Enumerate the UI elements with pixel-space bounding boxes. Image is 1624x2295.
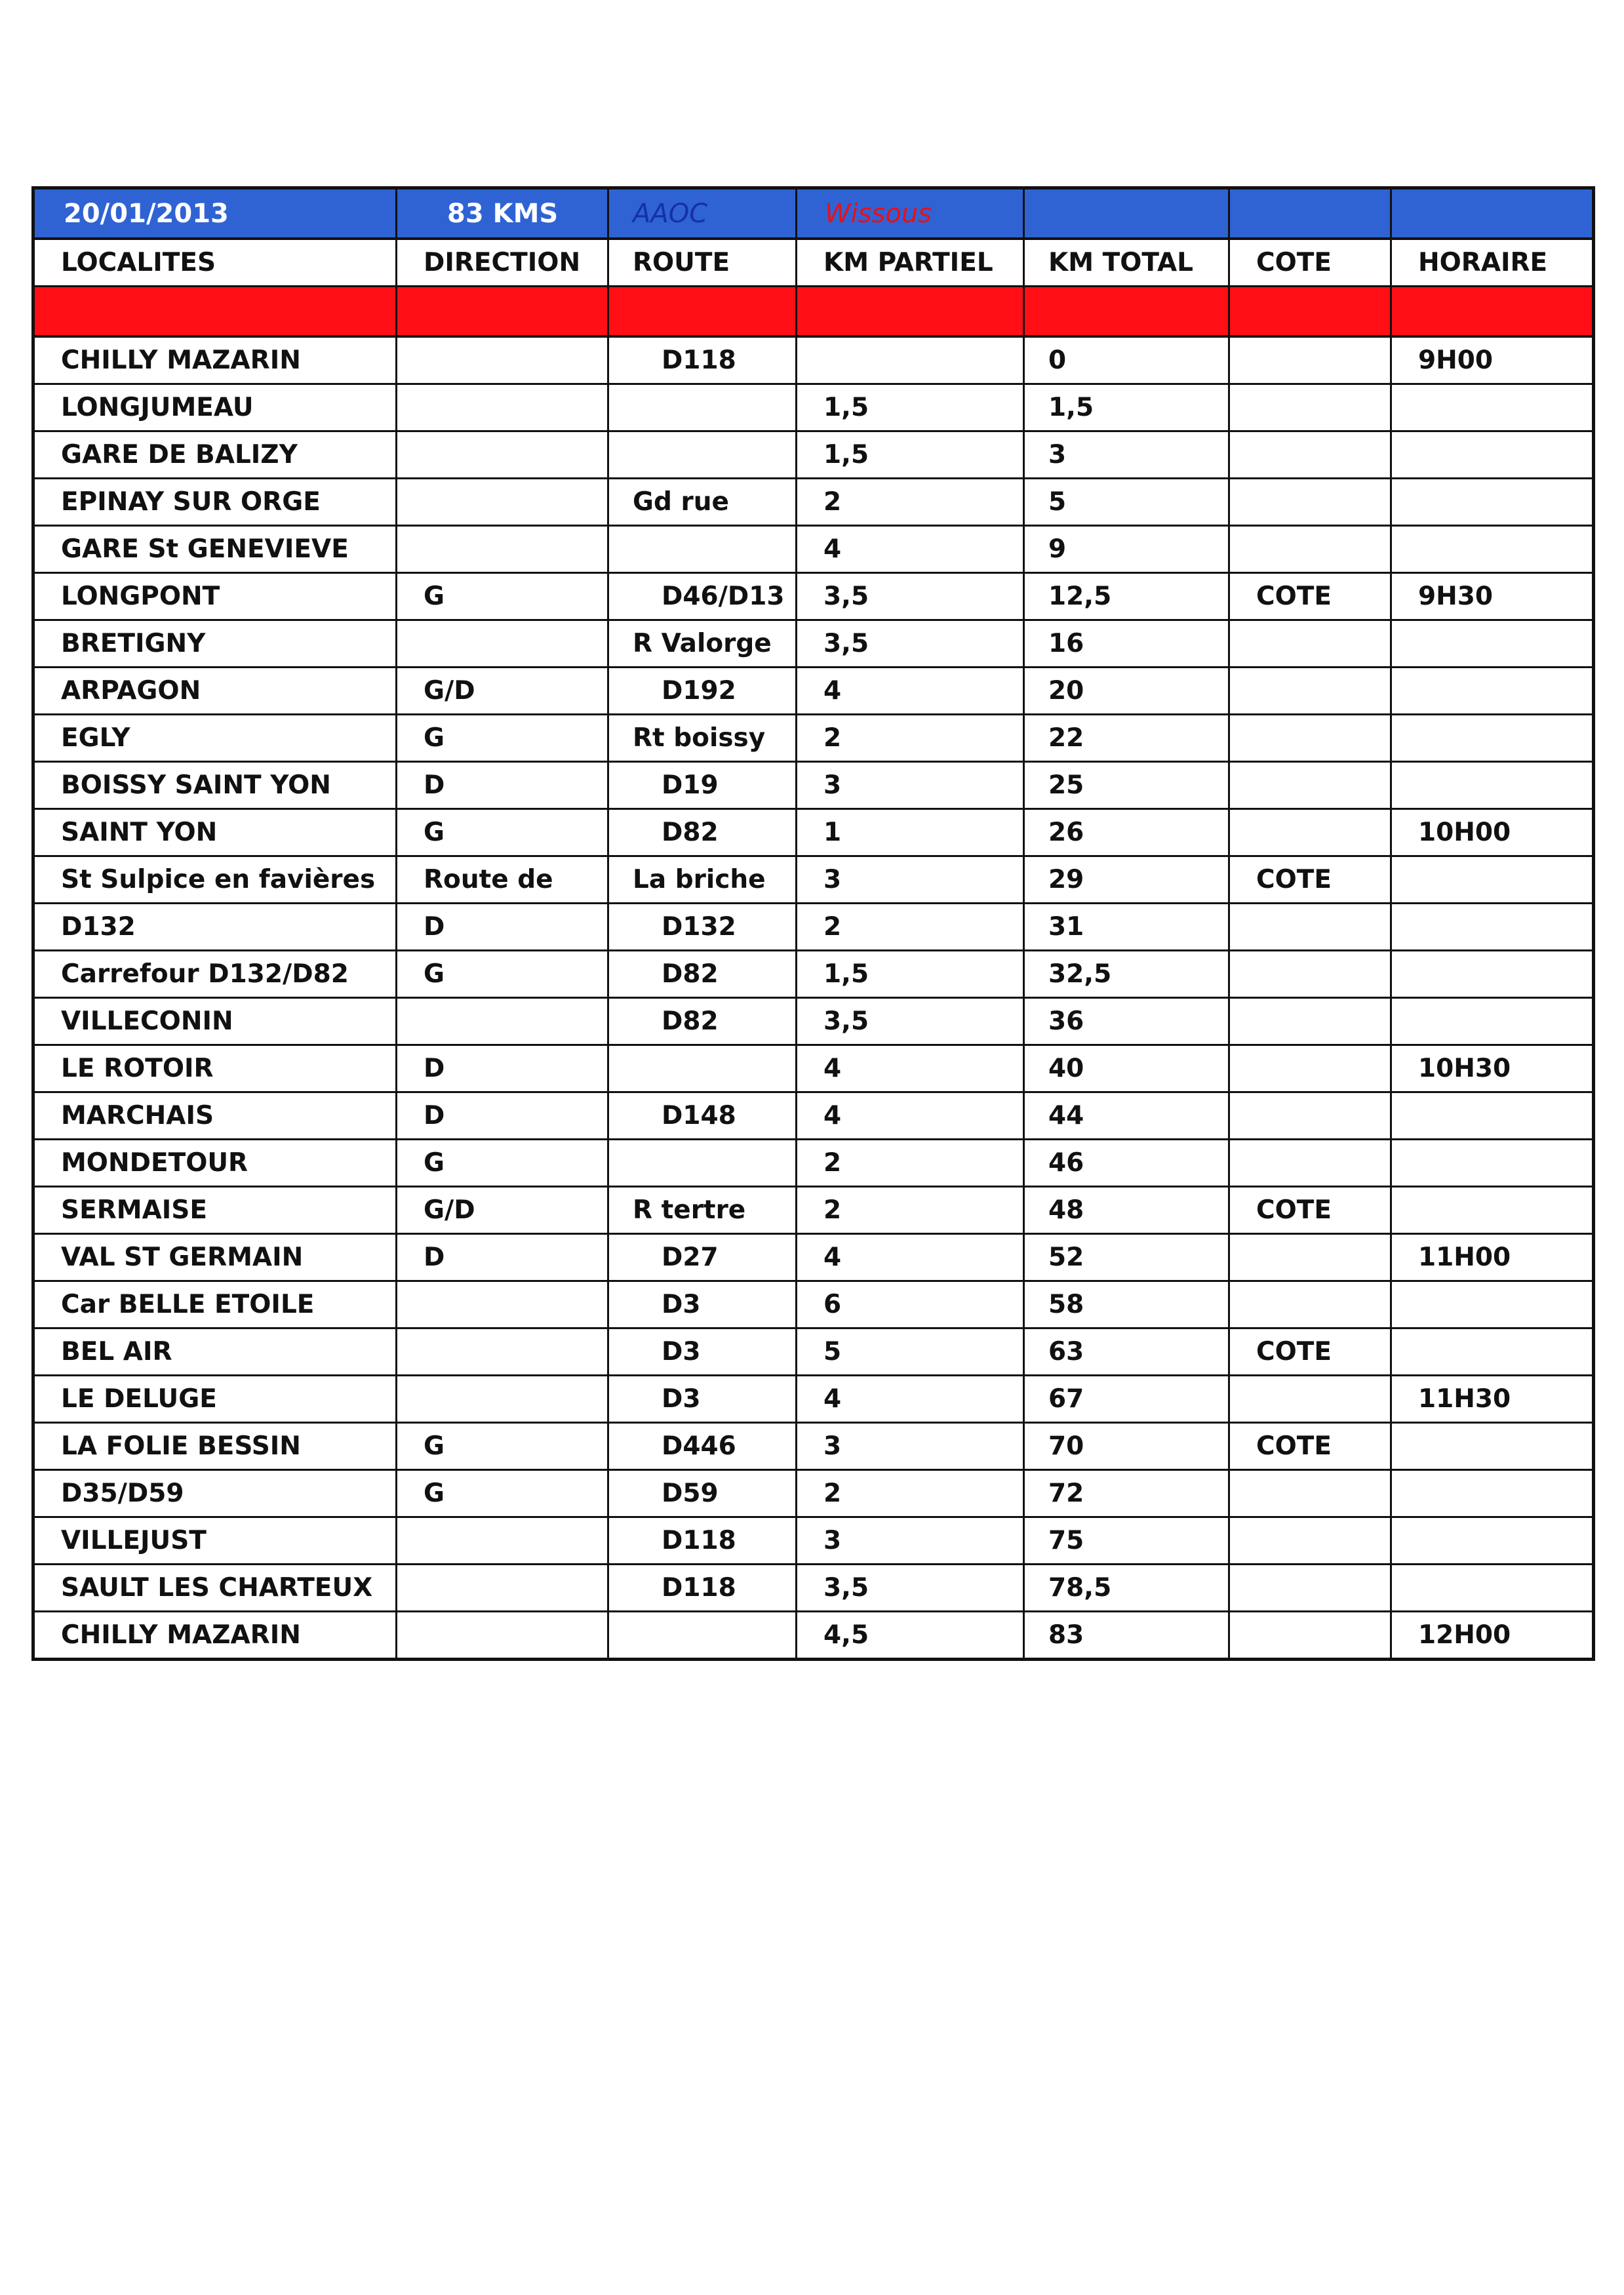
cell-localite: LONGJUMEAU [33,384,397,431]
cell-horaire [1391,904,1594,951]
cell-direction [397,431,608,479]
cell-route: Gd rue [608,479,797,526]
cell-direction: G/D [397,668,608,715]
cell-route: D82 [608,809,797,856]
cell-km-partiel: 3 [797,762,1024,809]
cell-km-total: 67 [1024,1376,1229,1423]
cell-horaire: 11H00 [1391,1234,1594,1281]
table-row [33,668,1594,715]
cell-km-partiel: 1,5 [797,431,1024,479]
cell-km-partiel: 4 [797,1376,1024,1423]
table-row [33,526,1594,573]
cell-route [608,526,797,573]
cell-km-partiel: 4 [797,1045,1024,1092]
cell-localite: D35/D59 [33,1470,397,1517]
cell-km-partiel: 2 [797,904,1024,951]
cell-direction [397,1281,608,1328]
cell-direction [397,1376,608,1423]
cell-km-partiel: 4 [797,1092,1024,1140]
cell-horaire [1391,668,1594,715]
cell-direction [397,620,608,668]
cell-localite: SAULT LES CHARTEUX [33,1565,397,1612]
cell-cote [1229,715,1391,762]
cell-cote [1229,479,1391,526]
cell-route: D148 [608,1092,797,1140]
red-band-cell [1391,287,1594,337]
cell-cote [1229,1517,1391,1565]
table-row [33,904,1594,951]
cell-km-partiel: 3 [797,1423,1024,1470]
cell-localite: VAL ST GERMAIN [33,1234,397,1281]
cell-route: D132 [608,904,797,951]
cell-km-total: 46 [1024,1140,1229,1187]
cell-horaire [1391,998,1594,1045]
cell-route: D46/D13 [608,573,797,620]
cell-localite: D132 [33,904,397,951]
cell-km-total: 1,5 [1024,384,1229,431]
cell-localite: GARE St GENEVIEVE [33,526,397,573]
table-row [33,1565,1594,1612]
table-row [33,1234,1594,1281]
table-row [33,1423,1594,1470]
cell-km-partiel: 3,5 [797,1565,1024,1612]
cell-localite: Carrefour D132/D82 [33,951,397,998]
cell-cote: COTE [1229,1187,1391,1234]
table-row [33,1045,1594,1092]
cell-route [608,1140,797,1187]
cell-direction [397,1328,608,1376]
cell-horaire [1391,526,1594,573]
cell-km-total: 29 [1024,856,1229,904]
cell-km-total: 36 [1024,998,1229,1045]
cell-localite: LA FOLIE BESSIN [33,1423,397,1470]
route-table [31,186,1595,1661]
cell-km-total: 16 [1024,620,1229,668]
cell-direction: G [397,1423,608,1470]
cell-cote [1229,336,1391,384]
cell-km-total: 48 [1024,1187,1229,1234]
cell-km-total: 75 [1024,1517,1229,1565]
cell-route: D3 [608,1281,797,1328]
cell-direction [397,1612,608,1660]
cell-cote: COTE [1229,573,1391,620]
cell-km-total: 72 [1024,1470,1229,1517]
table-row [33,715,1594,762]
cell-horaire [1391,856,1594,904]
cell-horaire [1391,1140,1594,1187]
cell-cote [1229,1470,1391,1517]
cell-cote [1229,904,1391,951]
cell-horaire [1391,1187,1594,1234]
cell-horaire [1391,1423,1594,1470]
cell-km-partiel: 2 [797,715,1024,762]
cell-direction [397,998,608,1045]
cell-cote [1229,762,1391,809]
table-row [33,620,1594,668]
cell-route: D118 [608,336,797,384]
cell-km-partiel: 4 [797,1234,1024,1281]
cell-cote [1229,431,1391,479]
cell-localite: CHILLY MAZARIN [33,336,397,384]
cell-horaire [1391,620,1594,668]
cell-km-partiel: 3 [797,856,1024,904]
cell-route: La briche [608,856,797,904]
cell-horaire [1391,951,1594,998]
cell-direction [397,479,608,526]
cell-localite: Car BELLE ETOILE [33,1281,397,1328]
cell-direction [397,336,608,384]
banner-empty-cell [1391,188,1594,239]
cell-km-total: 32,5 [1024,951,1229,998]
table-row [33,1328,1594,1376]
column-header-localites: LOCALITES [33,239,397,287]
cell-horaire [1391,431,1594,479]
cell-localite: GARE DE BALIZY [33,431,397,479]
cell-cote [1229,1565,1391,1612]
table-row [33,809,1594,856]
cell-cote [1229,526,1391,573]
red-band-cell [1024,287,1229,337]
cell-cote [1229,1140,1391,1187]
table-row [33,1281,1594,1328]
red-band-cell [797,287,1024,337]
column-header-horaire: HORAIRE [1391,239,1594,287]
cell-cote: COTE [1229,1423,1391,1470]
cell-km-partiel: 4,5 [797,1612,1024,1660]
cell-cote [1229,620,1391,668]
cell-km-partiel: 5 [797,1328,1024,1376]
cell-km-partiel: 3,5 [797,998,1024,1045]
cell-km-partiel: 3,5 [797,620,1024,668]
cell-route: D19 [608,762,797,809]
cell-cote [1229,1376,1391,1423]
cell-localite: VILLEJUST [33,1517,397,1565]
cell-direction: D [397,1045,608,1092]
cell-direction: G [397,951,608,998]
table-row [33,384,1594,431]
cell-km-total: 9 [1024,526,1229,573]
cell-route: Rt boissy [608,715,797,762]
cell-km-partiel: 1,5 [797,951,1024,998]
cell-localite: SERMAISE [33,1187,397,1234]
cell-km-partiel: 2 [797,1470,1024,1517]
red-band-cell [1229,287,1391,337]
cell-localite: BOISSY SAINT YON [33,762,397,809]
cell-cote [1229,1234,1391,1281]
cell-route: D82 [608,998,797,1045]
banner-row [33,188,1594,239]
cell-cote [1229,384,1391,431]
cell-km-total: 78,5 [1024,1565,1229,1612]
cell-localite: VILLECONIN [33,998,397,1045]
red-band-cell [33,287,397,337]
cell-localite: St Sulpice en favières [33,856,397,904]
cell-km-partiel: 3 [797,1517,1024,1565]
column-header-direction: DIRECTION [397,239,608,287]
cell-route: D3 [608,1328,797,1376]
cell-km-total: 70 [1024,1423,1229,1470]
cell-horaire [1391,1281,1594,1328]
cell-km-partiel: 1 [797,809,1024,856]
cell-horaire: 11H30 [1391,1376,1594,1423]
cell-direction: D [397,904,608,951]
cell-route: D59 [608,1470,797,1517]
column-header-route: ROUTE [608,239,797,287]
cell-km-total: 26 [1024,809,1229,856]
cell-km-partiel: 4 [797,668,1024,715]
cell-cote [1229,668,1391,715]
cell-cote [1229,1612,1391,1660]
cell-localite: LE DELUGE [33,1376,397,1423]
cell-km-total: 83 [1024,1612,1229,1660]
red-band-cell [608,287,797,337]
cell-localite: MARCHAIS [33,1092,397,1140]
table-row [33,951,1594,998]
cell-horaire [1391,1517,1594,1565]
cell-localite: CHILLY MAZARIN [33,1612,397,1660]
cell-horaire [1391,715,1594,762]
banner-start: Wissous [797,188,1024,239]
cell-route [608,384,797,431]
cell-route: D192 [608,668,797,715]
table-row [33,762,1594,809]
cell-route: D118 [608,1517,797,1565]
cell-localite: BEL AIR [33,1328,397,1376]
cell-horaire [1391,1092,1594,1140]
banner-date: 20/01/2013 [33,188,397,239]
table-row [33,1470,1594,1517]
cell-route [608,1045,797,1092]
cell-km-partiel: 4 [797,526,1024,573]
cell-km-total: 0 [1024,336,1229,384]
cell-route [608,1612,797,1660]
cell-direction: G [397,1140,608,1187]
table-row [33,479,1594,526]
cell-km-total: 5 [1024,479,1229,526]
banner-empty-cell [1229,188,1391,239]
header-row [33,239,1594,287]
table-row [33,856,1594,904]
cell-km-total: 63 [1024,1328,1229,1376]
cell-direction: G [397,809,608,856]
cell-direction [397,1517,608,1565]
cell-horaire [1391,1565,1594,1612]
cell-route: D118 [608,1565,797,1612]
cell-km-total: 52 [1024,1234,1229,1281]
cell-localite: SAINT YON [33,809,397,856]
cell-km-partiel: 3,5 [797,573,1024,620]
cell-km-total: 31 [1024,904,1229,951]
table-row [33,431,1594,479]
cell-localite: EPINAY SUR ORGE [33,479,397,526]
table-row [33,336,1594,384]
cell-km-total: 25 [1024,762,1229,809]
cell-route: R Valorge [608,620,797,668]
cell-km-total: 20 [1024,668,1229,715]
cell-horaire [1391,384,1594,431]
cell-km-partiel: 2 [797,479,1024,526]
cell-horaire: 10H30 [1391,1045,1594,1092]
cell-direction: G [397,715,608,762]
banner-club: AAOC [608,188,797,239]
cell-cote [1229,809,1391,856]
table-row [33,573,1594,620]
banner-empty-cell [1024,188,1229,239]
cell-horaire [1391,479,1594,526]
cell-km-total: 58 [1024,1281,1229,1328]
cell-direction: D [397,1234,608,1281]
cell-direction [397,526,608,573]
table-row [33,998,1594,1045]
cell-cote [1229,1092,1391,1140]
cell-direction: G/D [397,1187,608,1234]
cell-cote [1229,1045,1391,1092]
cell-km-total: 12,5 [1024,573,1229,620]
cell-km-partiel: 2 [797,1187,1024,1234]
cell-route: D27 [608,1234,797,1281]
cell-route: D3 [608,1376,797,1423]
cell-cote: COTE [1229,1328,1391,1376]
cell-route: R tertre [608,1187,797,1234]
cell-route: D446 [608,1423,797,1470]
cell-direction: G [397,1470,608,1517]
cell-direction: Route de [397,856,608,904]
cell-cote [1229,998,1391,1045]
cell-localite: MONDETOUR [33,1140,397,1187]
cell-km-total: 22 [1024,715,1229,762]
cell-km-partiel: 6 [797,1281,1024,1328]
cell-direction [397,384,608,431]
cell-direction [397,1565,608,1612]
column-header-km-partiel: KM PARTIEL [797,239,1024,287]
cell-horaire: 12H00 [1391,1612,1594,1660]
cell-horaire: 9H30 [1391,573,1594,620]
red-band-cell [397,287,608,337]
cell-localite: ARPAGON [33,668,397,715]
cell-km-partiel: 1,5 [797,384,1024,431]
cell-cote [1229,1281,1391,1328]
table-row [33,1140,1594,1187]
table-row [33,1517,1594,1565]
table-row [33,1092,1594,1140]
column-header-cote: COTE [1229,239,1391,287]
column-header-km-total: KM TOTAL [1024,239,1229,287]
cell-direction: G [397,573,608,620]
cell-km-partiel [797,336,1024,384]
cell-km-total: 44 [1024,1092,1229,1140]
cell-km-total: 40 [1024,1045,1229,1092]
cell-localite: LE ROTOIR [33,1045,397,1092]
table-row [33,1187,1594,1234]
cell-cote [1229,951,1391,998]
table-row [33,1612,1594,1660]
cell-route: D82 [608,951,797,998]
cell-km-partiel: 2 [797,1140,1024,1187]
cell-km-total: 3 [1024,431,1229,479]
cell-horaire: 9H00 [1391,336,1594,384]
cell-horaire [1391,1470,1594,1517]
cell-direction: D [397,762,608,809]
red-separator-row [33,287,1594,337]
table-row [33,1376,1594,1423]
banner-distance: 83 KMS [397,188,608,239]
cell-horaire [1391,1328,1594,1376]
cell-localite: BRETIGNY [33,620,397,668]
cell-route [608,431,797,479]
cell-horaire: 10H00 [1391,809,1594,856]
cell-direction: D [397,1092,608,1140]
cell-localite: EGLY [33,715,397,762]
cell-cote: COTE [1229,856,1391,904]
cell-horaire [1391,762,1594,809]
cell-localite: LONGPONT [33,573,397,620]
